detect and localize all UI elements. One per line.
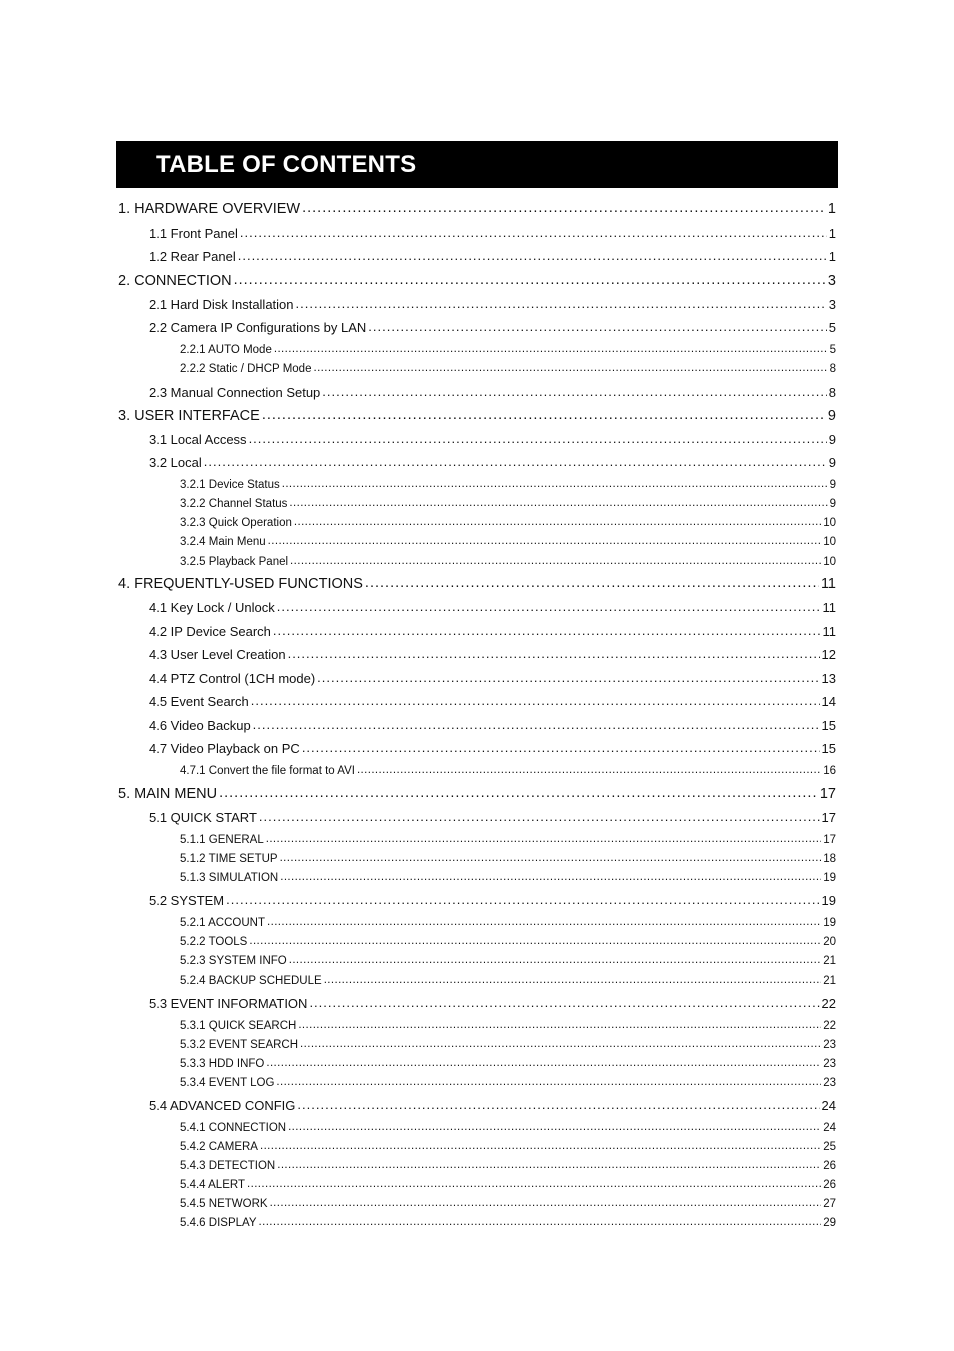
toc-entry-title: 3.2 Local [149, 455, 202, 470]
toc-entry-title: 5.4.4 ALERT [180, 1179, 245, 1191]
toc-entry-page: 26 [823, 1160, 836, 1172]
toc-entry[interactable] [118, 786, 836, 802]
toc-dot-leader [266, 834, 821, 845]
toc-entry-title: 3.2.4 Main Menu [180, 536, 266, 548]
toc-entry[interactable] [180, 556, 836, 568]
toc-entry-title: 4.5 Event Search [149, 694, 249, 709]
toc-entry[interactable] [180, 517, 836, 529]
toc-entry-title: 2.2 Camera IP Configurations by LAN [149, 320, 367, 335]
toc-entry-page: 23 [823, 1077, 836, 1089]
toc-entry[interactable] [118, 576, 836, 592]
toc-entry[interactable] [149, 893, 836, 908]
toc-entry[interactable] [149, 810, 836, 825]
toc-entry-page: 16 [823, 765, 836, 777]
toc-dot-leader [260, 1141, 821, 1152]
toc-entry-title: 3. USER INTERFACE [118, 408, 260, 424]
toc-entry-page: 9 [828, 432, 836, 447]
toc-dot-leader [249, 432, 827, 446]
toc-entry[interactable] [180, 479, 836, 491]
toc-dot-leader [289, 498, 827, 509]
toc-entry-title: 5.2 SYSTEM [149, 893, 225, 908]
toc-dot-leader [267, 917, 821, 928]
toc-entry-title: 5.1.1 GENERAL [180, 834, 264, 846]
toc-dot-leader [204, 455, 827, 469]
toc-entry-page: 9 [829, 498, 836, 510]
toc-entry-page: 23 [823, 1058, 836, 1070]
toc-dot-leader [262, 408, 826, 423]
toc-entry-page: 3 [828, 297, 836, 312]
toc-entry[interactable] [180, 1217, 836, 1229]
toc-dot-leader [288, 647, 820, 661]
toc-entry-page: 23 [823, 1039, 836, 1051]
toc-entry-title: 4.7 Video Playback on PC [149, 741, 300, 756]
toc-dot-leader [238, 249, 827, 263]
toc-entry-page: 10 [823, 536, 836, 548]
toc-entry-page: 11 [820, 576, 836, 592]
toc-entry-title: 2.2.2 Static / DHCP Mode [180, 363, 312, 375]
toc-entry-title: 5.1.2 TIME SETUP [180, 853, 278, 865]
toc-entry-page: 21 [823, 975, 836, 987]
toc-entry-page: 26 [823, 1179, 836, 1191]
toc-entry[interactable] [180, 1198, 836, 1210]
toc-entry-title: 4.1 Key Lock / Unlock [149, 600, 275, 615]
toc-entry[interactable] [180, 1039, 836, 1051]
toc-entry[interactable] [149, 647, 836, 662]
toc-entry[interactable] [118, 408, 836, 424]
toc-entry-title: 5.3 EVENT INFORMATION [149, 996, 308, 1011]
toc-entry[interactable] [149, 996, 836, 1011]
toc-entry-title: 1.1 Front Panel [149, 226, 238, 241]
toc-entry-page: 22 [821, 996, 836, 1011]
toc-entry-page: 18 [823, 853, 836, 865]
toc-dot-leader [296, 297, 827, 311]
toc-dot-leader [266, 1058, 821, 1069]
toc-dot-leader [368, 320, 827, 334]
toc-entry-title: 4.6 Video Backup [149, 718, 251, 733]
toc-entry-page: 8 [828, 385, 836, 400]
toc-dot-leader [298, 1020, 821, 1031]
toc-entry[interactable] [180, 765, 836, 777]
toc-dot-leader [219, 786, 818, 801]
toc-entry[interactable] [149, 385, 836, 400]
toc-dot-leader [251, 694, 820, 708]
toc-entry-title: 4.3 User Level Creation [149, 647, 286, 662]
toc-entry-title: 5.4.5 NETWORK [180, 1198, 268, 1210]
toc-entry[interactable] [149, 741, 836, 756]
toc-dot-leader [322, 385, 826, 399]
toc-entry-title: 5.4.3 DETECTION [180, 1160, 276, 1172]
toc-entry[interactable] [180, 872, 836, 884]
toc-entry-page: 17 [821, 810, 836, 825]
toc-dot-leader [297, 1098, 819, 1112]
toc-entry-page: 19 [821, 893, 836, 908]
toc-entry[interactable] [180, 1058, 836, 1070]
toc-entry-page: 1 [827, 201, 836, 217]
toc-entry-page: 5 [828, 320, 836, 335]
toc-entry[interactable] [149, 624, 836, 639]
toc-entry[interactable] [180, 853, 836, 865]
toc-dot-leader [294, 517, 821, 528]
toc-entry[interactable] [118, 201, 836, 217]
toc-dot-leader [259, 1217, 822, 1228]
toc-entry-title: 2.1 Hard Disk Installation [149, 297, 294, 312]
toc-entry-page: 21 [823, 955, 836, 967]
toc-dot-leader [277, 600, 821, 614]
toc-entry-title: 1. HARDWARE OVERVIEW [118, 201, 301, 217]
toc-dot-leader [259, 810, 820, 824]
toc-entry-page: 19 [823, 917, 836, 929]
toc-entry-title: 5.4 ADVANCED CONFIG [149, 1098, 296, 1113]
toc-entry-page: 15 [821, 718, 836, 733]
toc-entry-page: 10 [823, 556, 836, 568]
toc-entry-title: 5.2.2 TOOLS [180, 936, 248, 948]
toc-entry-page: 9 [828, 455, 836, 470]
toc-entry[interactable] [149, 671, 836, 686]
toc-entry-page: 3 [827, 273, 836, 289]
toc-dot-leader [317, 671, 819, 685]
toc-entry[interactable] [149, 1098, 836, 1113]
toc-entry-title: 1.2 Rear Panel [149, 249, 236, 264]
toc-dot-leader [302, 201, 826, 216]
toc-dot-leader [276, 1077, 821, 1088]
toc-entry[interactable] [149, 455, 836, 470]
toc-entry[interactable] [149, 226, 836, 241]
toc-entry-page: 13 [821, 671, 836, 686]
toc-dot-leader [357, 765, 821, 776]
toc-entry-page: 24 [823, 1122, 836, 1134]
toc-entry-page: 17 [823, 834, 836, 846]
toc-entry-title: 5.4.1 CONNECTION [180, 1122, 287, 1134]
toc-entry-page: 14 [821, 694, 836, 709]
toc-entry-page: 22 [823, 1020, 836, 1032]
toc-entry-title: 4.7.1 Convert the file format to AVI [180, 765, 355, 777]
toc-entry-title: 5. MAIN MENU [118, 786, 218, 802]
toc-entry[interactable] [180, 536, 836, 548]
toc-dot-leader [253, 718, 820, 732]
toc-entry-title: 5.4.6 DISPLAY [180, 1217, 257, 1229]
toc-dot-leader [270, 1198, 822, 1209]
toc-entry-title: 5.3.3 HDD INFO [180, 1058, 265, 1070]
toc-entry[interactable] [149, 249, 836, 264]
toc-entry-title: 4.4 PTZ Control (1CH mode) [149, 671, 316, 686]
toc-dot-leader [280, 853, 822, 864]
toc-entry-page: 20 [823, 936, 836, 948]
toc-dot-leader [226, 893, 819, 907]
toc-entry-title: 3.2.2 Channel Status [180, 498, 288, 510]
toc-dot-leader [240, 226, 827, 240]
toc-entry-page: 19 [823, 872, 836, 884]
toc-entry[interactable] [149, 600, 836, 615]
toc-entry-page: 10 [823, 517, 836, 529]
toc-dot-leader [290, 556, 821, 567]
toc-entry-title: 3.1 Local Access [149, 432, 247, 447]
toc-entry-page: 11 [822, 624, 836, 639]
toc-entry[interactable] [118, 273, 836, 289]
toc-entry[interactable] [180, 1160, 836, 1172]
toc-entry[interactable] [180, 834, 836, 846]
toc-entry[interactable] [180, 363, 836, 375]
toc-entry-title: 3.2.5 Playback Panel [180, 556, 289, 568]
toc-entry-title: 5.1.3 SIMULATION [180, 872, 279, 884]
toc-entry-title: 4.2 IP Device Search [149, 624, 271, 639]
toc-dot-leader [324, 975, 822, 986]
toc-entry-title: 2.2.1 AUTO Mode [180, 344, 272, 356]
toc-dot-leader [234, 273, 826, 288]
toc-entry-page: 17 [819, 786, 836, 802]
toc-entry-page: 27 [823, 1198, 836, 1210]
toc-dot-leader [309, 996, 819, 1010]
toc-entry[interactable] [180, 1179, 836, 1191]
toc-entry[interactable] [149, 320, 836, 335]
toc-entry-page: 1 [828, 249, 836, 264]
toc-entry-page: 12 [821, 647, 836, 662]
toc-dot-leader [274, 344, 828, 355]
toc-entry-title: 4. FREQUENTLY-USED FUNCTIONS [118, 576, 363, 592]
toc-entry[interactable] [180, 344, 836, 356]
toc-dot-leader [280, 872, 821, 883]
toc-entry-page: 24 [821, 1098, 836, 1113]
toc-entry-title: 5.4.2 CAMERA [180, 1141, 258, 1153]
toc-entry[interactable] [149, 297, 836, 312]
toc-entry-page: 5 [829, 344, 836, 356]
toc-entry-title: 5.2.4 BACKUP SCHEDULE [180, 975, 322, 987]
toc-entry-page: 1 [828, 226, 836, 241]
toc-entry-page: 9 [827, 408, 836, 424]
toc-entry-page: 8 [829, 363, 836, 375]
toc-entry-title: 5.3.2 EVENT SEARCH [180, 1039, 299, 1051]
toc-entry[interactable] [149, 718, 836, 733]
toc-entry[interactable] [149, 694, 836, 709]
toc-entry[interactable] [180, 498, 836, 510]
toc-entry[interactable] [180, 936, 836, 948]
toc-entry-title: 5.1 QUICK START [149, 810, 257, 825]
toc-entry[interactable] [149, 432, 836, 447]
toc-entry-page: 9 [829, 479, 836, 491]
toc-dot-leader [289, 955, 821, 966]
toc-dot-leader [268, 536, 822, 547]
toc-entry-page: 15 [821, 741, 836, 756]
toc-entry-title: 2.3 Manual Connection Setup [149, 385, 321, 400]
toc-entry-page: 11 [822, 600, 836, 615]
toc-entry[interactable] [180, 1077, 836, 1089]
toc-dot-leader [247, 1179, 821, 1190]
toc-entry-page: 25 [823, 1141, 836, 1153]
toc-entry-title: 5.3.4 EVENT LOG [180, 1077, 275, 1089]
toc-dot-leader [282, 479, 828, 490]
toc-entry-title: 5.2.3 SYSTEM INFO [180, 955, 287, 967]
toc-entry-page: 29 [823, 1217, 836, 1229]
toc-dot-leader [273, 624, 821, 638]
toc-entry-title: 2. CONNECTION [118, 273, 232, 289]
toc-entry[interactable] [180, 955, 836, 967]
toc-entry[interactable] [180, 917, 836, 929]
toc-entry-title: 5.2.1 ACCOUNT [180, 917, 265, 929]
page-title: TABLE OF CONTENTS [156, 151, 417, 178]
toc-dot-leader [288, 1122, 821, 1133]
toc-dot-leader [249, 936, 821, 947]
toc-entry[interactable] [180, 1122, 836, 1134]
toc-dot-leader [277, 1160, 821, 1171]
toc-dot-leader [300, 1039, 821, 1050]
toc-entry[interactable] [180, 975, 836, 987]
toc-entry[interactable] [180, 1141, 836, 1153]
toc-dot-leader [313, 363, 827, 374]
toc-dot-leader [302, 741, 820, 755]
toc-entry-title: 3.2.1 Device Status [180, 479, 280, 491]
toc-dot-leader [365, 576, 819, 591]
toc-entry-title: 5.3.1 QUICK SEARCH [180, 1020, 297, 1032]
toc-entry[interactable] [180, 1020, 836, 1032]
toc-entry-title: 3.2.3 Quick Operation [180, 517, 292, 529]
